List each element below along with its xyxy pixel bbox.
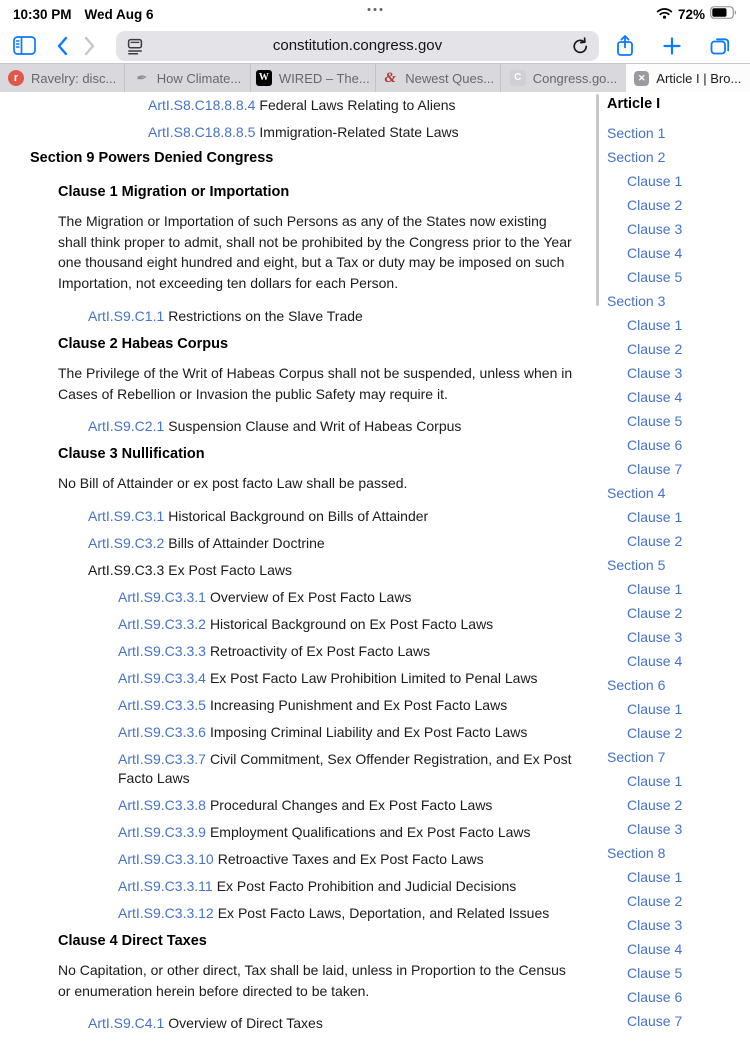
essay-title: Bills of Attainder Doctrine [168,534,325,551]
essay-link[interactable]: ArtI.S9.C3.3.9 [118,823,206,840]
essay-link[interactable]: ArtI.S9.C1.1 [88,307,165,324]
essay-link[interactable]: ArtI.S9.C2.1 [88,418,165,435]
essay-title: Federal Laws Relating to Aliens [259,97,456,113]
essay-link[interactable]: ArtI.S9.C3.3.11 [118,877,213,894]
sidebar-section-5-clause-2[interactable]: Clause 2 [627,605,683,621]
sidebar-article-title: Article I [607,96,661,112]
essay-link-row [148,123,600,142]
browser-tab-newest-ques[interactable] [376,64,501,92]
new-tab-plus-icon[interactable] [662,36,682,56]
forward-button-icon[interactable] [84,36,96,56]
section-heading: Section 9 Powers Denied Congress [30,150,274,166]
essay-title: Restrictions on the Slave Trade [168,307,363,324]
browser-tab-article-i-bro[interactable] [626,64,750,92]
status-date: Wed Aug 6 [84,6,154,22]
essay-title: Ex Post Facto Laws [168,561,292,578]
clause-text: No Capitation, or other direct, Tax shall be laid, unless in Proportion to the Census or enumeration herein before directed to be taken. [58,961,566,999]
essay-link-row [88,561,600,580]
sidebar-section-4-clause-2[interactable]: Clause 2 [627,533,683,549]
essay-link-row [88,1014,600,1033]
battery-icon [710,6,737,22]
essay-link-row [88,417,600,436]
sidebar-items [607,126,748,1029]
back-button-icon[interactable] [56,36,68,56]
browser-tab-ravelry-disc[interactable] [0,64,125,92]
essay-link-row [118,723,578,742]
tab-label: Ravelry: disc... [31,70,117,86]
essay-link[interactable]: ArtI.S9.C3.3.5 [118,696,206,713]
article-toc-sidebar [607,96,748,1038]
page-body [0,92,750,1032]
sidebar-section-1[interactable]: Section 1 [607,125,666,141]
essay-link[interactable]: ArtI.S9.C3.3.8 [118,796,206,813]
essay-title: Retroactive Taxes and Ex Post Facto Laws [217,850,484,867]
sidebar-section-3-clause-5[interactable]: Clause 5 [627,413,683,429]
clause-text: No Bill of Attainder or ex post facto Law shall be passed. [58,475,408,492]
tab-label: Article I | Bro... [656,70,742,86]
sidebar-section-2-clause-3[interactable]: Clause 3 [627,221,683,237]
clause-heading: Clause 2 Habeas Corpus [58,335,229,352]
essay-title: Suspension Clause and Writ of Habeas Corpus [168,418,462,435]
essay-link-row [118,877,578,896]
essay-link-row [118,823,578,842]
wifi-icon [656,7,673,22]
sidebar-section-8-clause-7[interactable]: Clause 7 [627,1013,683,1029]
tab-bar [0,63,750,92]
sidebar-toggle-icon[interactable] [13,36,36,55]
essay-link[interactable]: ArtI.S9.C3.3.7 [118,750,206,767]
browser-toolbar [0,28,750,63]
tab-overview-icon[interactable] [709,35,731,56]
status-right [656,6,737,22]
essay-link[interactable]: ArtI.S9.C3.3.2 [118,615,206,632]
essay-title: Increasing Punishment and Ex Post Facto Laws [209,696,508,713]
essay-link-row [118,850,578,869]
content-scrollbar[interactable] [596,94,599,306]
sidebar-section-4[interactable]: Section 4 [607,485,666,501]
sidebar-section-2-clause-2[interactable]: Clause 2 [627,197,683,213]
ravelry-favicon: r [8,70,24,86]
essay-ref: ArtI.S9.C3.3 [88,561,165,578]
sidebar-section-6-clause-2[interactable]: Clause 2 [627,725,683,741]
quill-favicon: ✒ [135,69,149,86]
sidebar-section-8-clause-6[interactable]: Clause 6 [627,989,683,1005]
sidebar-section-3-clause-2[interactable]: Clause 2 [627,341,683,357]
status-time: 10:30 PM [13,6,72,22]
tab-close-icon[interactable]: ✕ [634,71,649,86]
sidebar-section-6[interactable]: Section 6 [607,677,666,693]
sidebar-section-5[interactable]: Section 5 [607,557,666,573]
essay-link-row [118,642,578,661]
clause-text: The Migration or Importation of such Persons as any of the States now existing shall think proper to admit, shall not be prohibited by the Congress prior to the Year one thousand eight hundred and eight, but a Tax or duty may be imposed on such Importation, not exceeding ten dollars for each Person. [58,213,572,292]
browser-tab-congress-go[interactable] [501,64,625,92]
essay-link[interactable]: ArtI.S9.C3.3.10 [118,850,214,867]
essay-title: Immigration-Related State Laws [259,124,459,140]
wired-favicon: W [256,70,272,86]
essay-title: Imposing Criminal Liability and Ex Post Facto Laws [209,723,528,740]
essay-link[interactable]: ArtI.S9.C4.1 [88,1015,165,1032]
essay-link-row [88,507,600,526]
status-bar [0,0,750,28]
essay-link-row [118,615,578,634]
sidebar-section-7[interactable]: Section 7 [607,749,666,765]
sidebar-section-4-clause-1[interactable]: Clause 1 [627,509,683,525]
essay-title: Ex Post Facto Prohibition and Judicial Decisions [216,877,517,894]
sidebar-section-3-clause-1[interactable]: Clause 1 [627,317,683,333]
essay-title: Retroactivity of Ex Post Facto Laws [209,642,431,659]
essay-title: Historical Background on Bills of Attainder [168,507,429,524]
browser-tab-how-climate[interactable] [125,64,250,92]
sidebar-section-8-clause-5[interactable]: Clause 5 [627,965,683,981]
sidebar-section-3-clause-7[interactable]: Clause 7 [627,461,683,477]
sidebar-section-5-clause-3[interactable]: Clause 3 [627,629,683,645]
essay-link[interactable]: ArtI.S8.C18.8.8.5 [148,124,256,140]
sidebar-section-5-clause-1[interactable]: Clause 1 [627,581,683,597]
essay-title: Employment Qualifications and Ex Post Facto Laws [209,823,531,840]
tab-label: Congress.go... [532,70,618,86]
sidebar-section-2-clause-4[interactable]: Clause 4 [627,245,683,261]
essay-link[interactable]: ArtI.S8.C18.8.8.4 [148,97,256,113]
constitution-content [0,92,600,1041]
essay-link-row [118,696,578,715]
essay-link-row [88,534,600,553]
reload-icon[interactable] [572,37,589,60]
sidebar-section-3[interactable]: Section 3 [607,293,666,309]
page-menu-icon[interactable] [127,38,143,60]
amp-favicon: & [384,70,397,86]
essay-link[interactable]: ArtI.S9.C3.3.1 [118,588,206,605]
essay-link[interactable]: ArtI.S9.C3.3.3 [118,642,206,659]
sidebar-section-7-clause-2[interactable]: Clause 2 [627,797,683,813]
sidebar-section-3-clause-6[interactable]: Clause 6 [627,437,683,453]
sidebar-section-3-clause-3[interactable]: Clause 3 [627,365,683,381]
essay-title: Procedural Changes and Ex Post Facto Laws [209,796,493,813]
battery-percent: 72% [677,6,705,22]
essay-link-row [118,904,578,923]
sidebar-section-7-clause-3[interactable]: Clause 3 [627,821,683,837]
tab-label: Newest Ques... [405,70,495,86]
essay-link[interactable]: ArtI.S9.C3.3.4 [118,669,206,686]
essay-title: Ex Post Facto Law Prohibition Limited to Penal Laws [209,669,538,686]
essay-link-row [118,669,578,688]
essay-title: Civil Commitment, Sex Offender Registration, and Ex Post Facto Laws [118,750,572,786]
status-left [13,7,154,22]
essay-title: Ex Post Facto Laws, Deportation, and Related Issues [217,904,550,921]
sidebar-section-6-clause-1[interactable]: Clause 1 [627,701,683,717]
multitask-indicator-icon [368,8,383,11]
sidebar-section-5-clause-4[interactable]: Clause 4 [627,653,683,669]
address-bar[interactable] [116,31,599,61]
essay-title: Historical Background on Ex Post Facto Laws [209,615,494,632]
essay-link-row [88,307,600,326]
tab-label: WIRED – The... [278,70,370,86]
sidebar-section-2[interactable]: Section 2 [607,149,666,165]
essay-link-row [118,750,578,788]
url-text[interactable]: constitution.congress.gov [272,37,443,54]
congress-favicon: C [510,70,526,86]
sidebar-section-2-clause-5[interactable]: Clause 5 [627,269,683,285]
sidebar-section-8[interactable]: Section 8 [607,845,666,861]
essay-link-row [118,796,578,815]
browser-tab-wired-the[interactable] [251,64,376,92]
sidebar-section-2-clause-1[interactable]: Clause 1 [627,173,683,189]
clause-heading: Clause 1 Migration or Importation [58,184,290,200]
essay-link[interactable]: ArtI.S9.C3.3.6 [118,723,206,740]
sidebar-section-8-clause-3[interactable]: Clause 3 [627,917,683,933]
share-icon[interactable] [615,34,635,57]
toolbar-right-icons [615,34,737,57]
clause-text: The Privilege of the Writ of Habeas Corpus shall not be suspended, unless when in Cases of Rebellion or Invasion the public Safety may require it. [58,364,573,402]
sidebar-section-8-clause-2[interactable]: Clause 2 [627,893,683,909]
essay-link-row [148,96,600,115]
essay-link[interactable]: ArtI.S9.C3.3.12 [118,904,214,921]
essay-title: Overview of Ex Post Facto Laws [209,588,412,605]
essay-link-row [118,588,578,607]
essay-link[interactable]: ArtI.S9.C3.1 [88,507,165,524]
sidebar-section-3-clause-4[interactable]: Clause 4 [627,389,683,405]
clause-heading: Clause 3 Nullification [58,446,205,463]
sidebar-section-8-clause-4[interactable]: Clause 4 [627,941,683,957]
tab-label: How Climate... [156,70,242,86]
clause-heading: Clause 4 Direct Taxes [58,932,207,949]
essay-title: Overview of Direct Taxes [168,1015,323,1032]
essay-link[interactable]: ArtI.S9.C3.2 [88,534,165,551]
sidebar-section-7-clause-1[interactable]: Clause 1 [627,773,683,789]
sidebar-section-8-clause-1[interactable]: Clause 1 [627,869,683,885]
